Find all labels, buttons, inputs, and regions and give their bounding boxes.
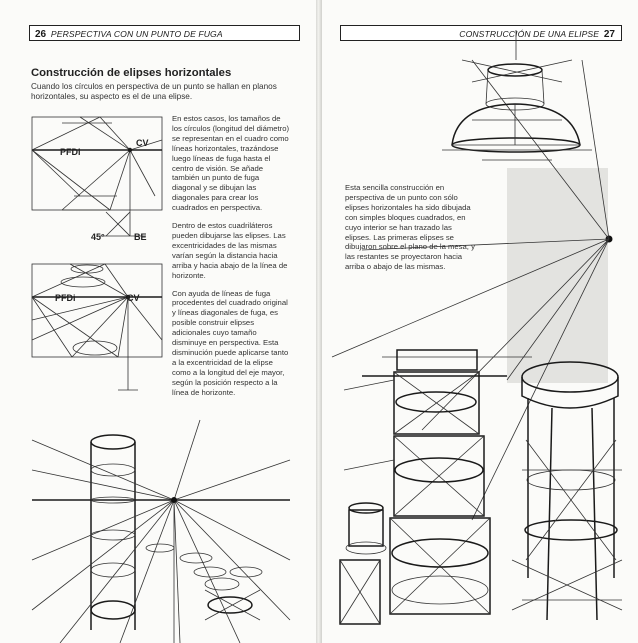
left-page — [0, 0, 316, 643]
right-page-number: 27 — [603, 29, 615, 40]
paragraph-3: Con ayuda de líneas de fuga procedentes del cuadrado original y líneas diagonales de fuga, es posible construir elipses adicionales cuyo tamaño disminuye en perspectiva. Esta disminución puede aplicarse tanto a la excentricidad de la elipse como a la longitud del eje mayor, según la posición respecto a la línea de horizonte. — [172, 288, 289, 397]
label-pfdi-1: PFDi — [60, 147, 81, 157]
label-pfdi-2: PFDi — [55, 293, 76, 303]
diagram-cylinder-perspective — [0, 0, 316, 643]
paragraph-1: En estos casos, los tamaños de los círculos (longitud del diámetro) se representan en el cuadro como líneas horizontales, trazándose luego líneas de fuga hasta el centro de visión. Se añade también un punto de fuga diagonal y se dibujan las diagonales para crear los cuadrados en perspectiva. — [172, 114, 290, 213]
label-be: BE — [134, 232, 147, 242]
left-page-number: 26 — [35, 29, 47, 40]
paragraph-2: Dentro de estos cuadriláteros pueden dibujarse las elipses. Las excentricidades de las mismas varían según la distancia hacia arriba y hacia abajo de la línea de horizonte. — [172, 221, 288, 280]
right-running-title: CONSTRUCCIÓN DE UNA ELIPSE — [459, 29, 600, 39]
still-life-drawing — [322, 0, 638, 643]
intro-text: Cuando los círculos en perspectiva de un punto se hallan en planos horizontales, su aspecto es el de una elipse. — [31, 82, 277, 101]
section-heading: Construcción de elipses horizontales — [31, 67, 232, 79]
left-running-title: PERSPECTIVA CON UN PUNTO DE FUGA — [50, 29, 223, 39]
label-cv-2: CV — [127, 293, 140, 303]
right-paragraph: Esta sencilla construcción en perspectiva de un punto con sólo elipses horizontales ha sido dibujada con simples bloques cuadrados, en cuyo interior se han trazado las elipses. Las primeras elipses se dibujaron sobre el plano de la mesa, y las restantes se proyectaron hacia arriba o abajo de las mismas. — [345, 183, 475, 272]
label-cv-1: CV — [136, 138, 149, 148]
label-angle: 45° — [91, 232, 105, 242]
right-page — [322, 0, 638, 643]
